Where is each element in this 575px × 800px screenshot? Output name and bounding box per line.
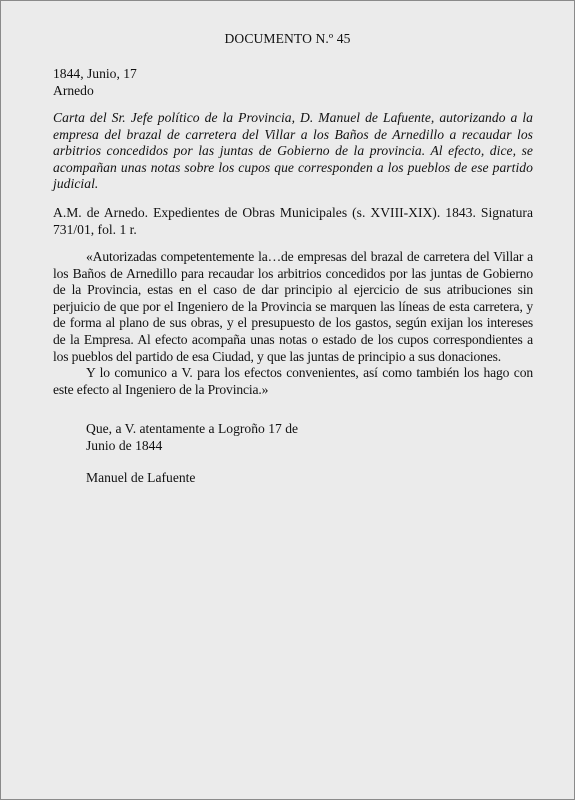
letter-body [53,249,533,398]
document-date: 1844, Junio, 17 [53,66,137,81]
document-header [53,66,533,99]
document-title: DOCUMENTO N.º 45 [224,31,351,46]
document-summary: Carta del Sr. Jefe político de la Provincia, D. Manuel de Lafuente, autorizando a la empresa del brazal de carretera del Villar a los Baños de Arnedillo a recaudar los arbitrios concedidos por las juntas de Gobierno de la provincia. Al efecto, dice, se acompañan unas notas sobre los cupos que corresponden a los pueblos de ese partido judicial. [53,110,533,192]
letter-closing: Que, a V. atentamente a Logroño 17 de Junio de 1844 [86,421,299,453]
letter-signature: Manuel de Lafuente [86,470,196,485]
archival-source: A.M. de Arnedo. Expedientes de Obras Municipales (s. XVIII-XIX). 1843. Signatura 731/01, fol. 1 r. [53,205,533,237]
body-paragraph: «Autorizadas competentemente la…de empresas del brazal de carretera del Villar a los Baños de Arnedillo para recaudar los arbitrios concedidos por las juntas de Gobierno de la Provincia, estas en el caso de dar principio al ejercicio de sus atribuciones sin perjuicio de que por el Ingeniero de la Provincia se marquen las líneas de esta carretera, y de forma al plano de sus obras, y el presupuesto de los gastos, según exijan los intereses de la Empresa. Al efecto acompaña unas notas o estado de los cupos correspondientes a los pueblos del partido de esa Ciudad, y que las juntas de principio a sus donaciones. [53,249,533,364]
document-place: Arnedo [53,82,94,98]
body-paragraph: Y lo comunico a V. para los efectos convenientes, así como también los hago con este efecto al Ingeniero de la Provincia.» [53,365,533,397]
